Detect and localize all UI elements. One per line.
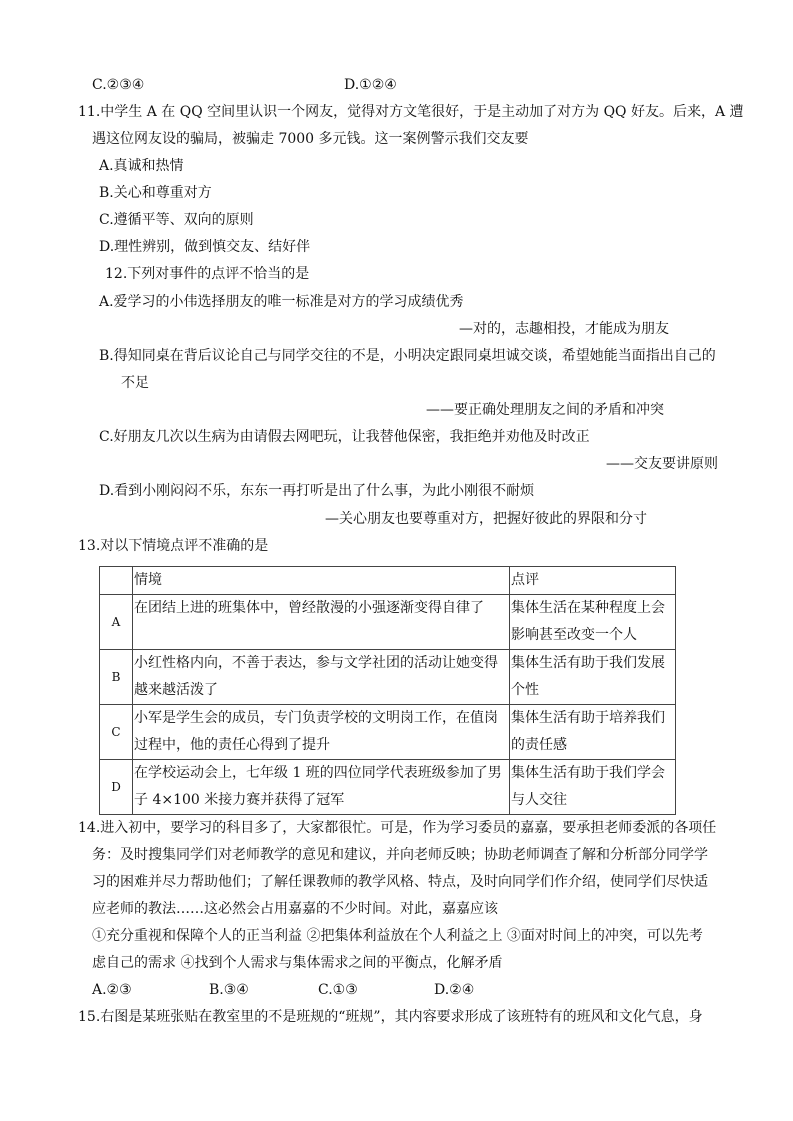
q12-option-a-comment: —对的，志趣相投，才能成为朋友 [459, 321, 669, 337]
q11-option-c: C.遵循平等、双向的原则 [99, 212, 254, 228]
row-label: C [100, 705, 133, 760]
row-situation: 小红性格内向，不善于表达，参与文学社团的活动让她变得越来越活泼了 [133, 650, 510, 705]
header-situation: 情境 [133, 567, 510, 595]
row-comment: 集体生活有助于我们学会与人交往 [510, 760, 676, 815]
row-situation: 在学校运动会上，七年级 1 班的四位同学代表班级参加了男子 4×100 米接力赛并获得了冠军 [133, 760, 510, 815]
q11-option-b: B.关心和尊重对方 [99, 185, 212, 201]
table-row [100, 650, 676, 705]
q12-option-c-comment: ——交友要讲原则 [606, 456, 718, 472]
q12-option-d: D.看到小刚闷闷不乐，东东一再打听是出了什么事，为此小刚很不耐烦 [99, 483, 535, 499]
q14-statements-line2: 虑自己的需求 ④找到个人需求与集体需求之间的平衡点，化解矛盾 [92, 955, 503, 971]
row-situation: 在团结上进的班集体中，曾经散漫的小强逐渐变得自律了 [133, 595, 510, 650]
q11-option-d: D.理性辨别，做到慎交友、结好伴 [99, 239, 311, 255]
q13-stem: 13.对以下情境点评不准确的是 [78, 538, 269, 554]
q14-option-d: D.②④ [434, 982, 475, 998]
q12-option-c: C.好朋友几次以生病为由请假去网吧玩，让我替他保密，我拒绝并劝他及时改正 [99, 429, 590, 445]
row-label: A [100, 595, 133, 650]
header-label-cell [100, 567, 133, 595]
row-comment: 集体生活有助于培养我们的责任感 [510, 705, 676, 760]
q14-stem-line4: 应老师的教法……这必然会占用嘉嘉的不少时间。对此，嘉嘉应该 [92, 901, 498, 917]
q13-situation-table [99, 566, 676, 815]
row-comment: 集体生活有助于我们发展个性 [510, 650, 676, 705]
q12-option-b-comment: ——要正确处理朋友之间的矛盾和冲突 [426, 402, 664, 418]
q12-option-a: A.爱学习的小伟选择朋友的唯一标准是对方的学习成绩优秀 [99, 294, 464, 310]
q11-stem-line2: 遇这位网友设的骗局，被骗走 7000 多元钱。这一案例警示我们交友要 [92, 131, 529, 147]
row-label: B [100, 650, 133, 705]
table-row [100, 760, 676, 815]
q14-option-b: B.③④ [209, 982, 249, 998]
row-situation: 小军是学生会的成员，专门负责学校的文明岗工作，在值岗过程中，他的责任心得到了提升 [133, 705, 510, 760]
q11-stem-line1: 11.中学生 A 在 QQ 空间里认识一个网友，觉得对方文笔很好，于是主动加了对方为 QQ 好友。后来，A 遭 [78, 104, 744, 120]
table-row [100, 705, 676, 760]
q12-option-b-line2: 不足 [121, 375, 149, 391]
table-header-row [100, 567, 676, 595]
row-comment: 集体生活在某种程度上会影响甚至改变一个人 [510, 595, 676, 650]
q10-option-c: C.②③④ [92, 77, 145, 93]
table-row [100, 595, 676, 650]
row-label: D [100, 760, 133, 815]
q14-option-c: C.①③ [318, 982, 358, 998]
q12-stem: 12.下列对事件的点评不恰当的是 [105, 266, 310, 282]
q14-option-a: A.②③ [92, 982, 132, 998]
q14-stem-line1: 14.进入初中，要学习的科目多了，大家都很忙。可是，作为学习委员的嘉嘉，要承担老师委派的各项任 [78, 820, 717, 836]
q14-statements-line1: ①充分重视和保障个人的正当利益 ②把集体利益放在个人利益之上 ③面对时间上的冲突，可以先考 [92, 928, 703, 944]
q15-stem-line1: 15.右图是某班张贴在教室里的不是班规的“班规”，其内容要求形成了该班特有的班风和文化气息，身 [78, 1009, 703, 1025]
q11-option-a: A.真诚和热情 [99, 158, 184, 174]
q14-stem-line3: 习的困难并尽力帮助他们；了解任课教师的教学风格、特点，及时向同学们作介绍，使同学们尽快适 [92, 874, 708, 890]
q14-stem-line2: 务：及时搜集同学们对老师教学的意见和建议，并向老师反映；协助老师调查了解和分析部分同学学 [92, 847, 708, 863]
q12-option-b-line1: B.得知同桌在背后议论自己与同学交往的不是，小明决定跟同桌坦诚交谈，希望她能当面指出自己的 [99, 348, 716, 364]
header-comment: 点评 [510, 567, 676, 595]
q10-option-d: D.①②④ [344, 77, 397, 93]
q12-option-d-comment: —关心朋友也要尊重对方，把握好彼此的界限和分寸 [325, 511, 647, 527]
